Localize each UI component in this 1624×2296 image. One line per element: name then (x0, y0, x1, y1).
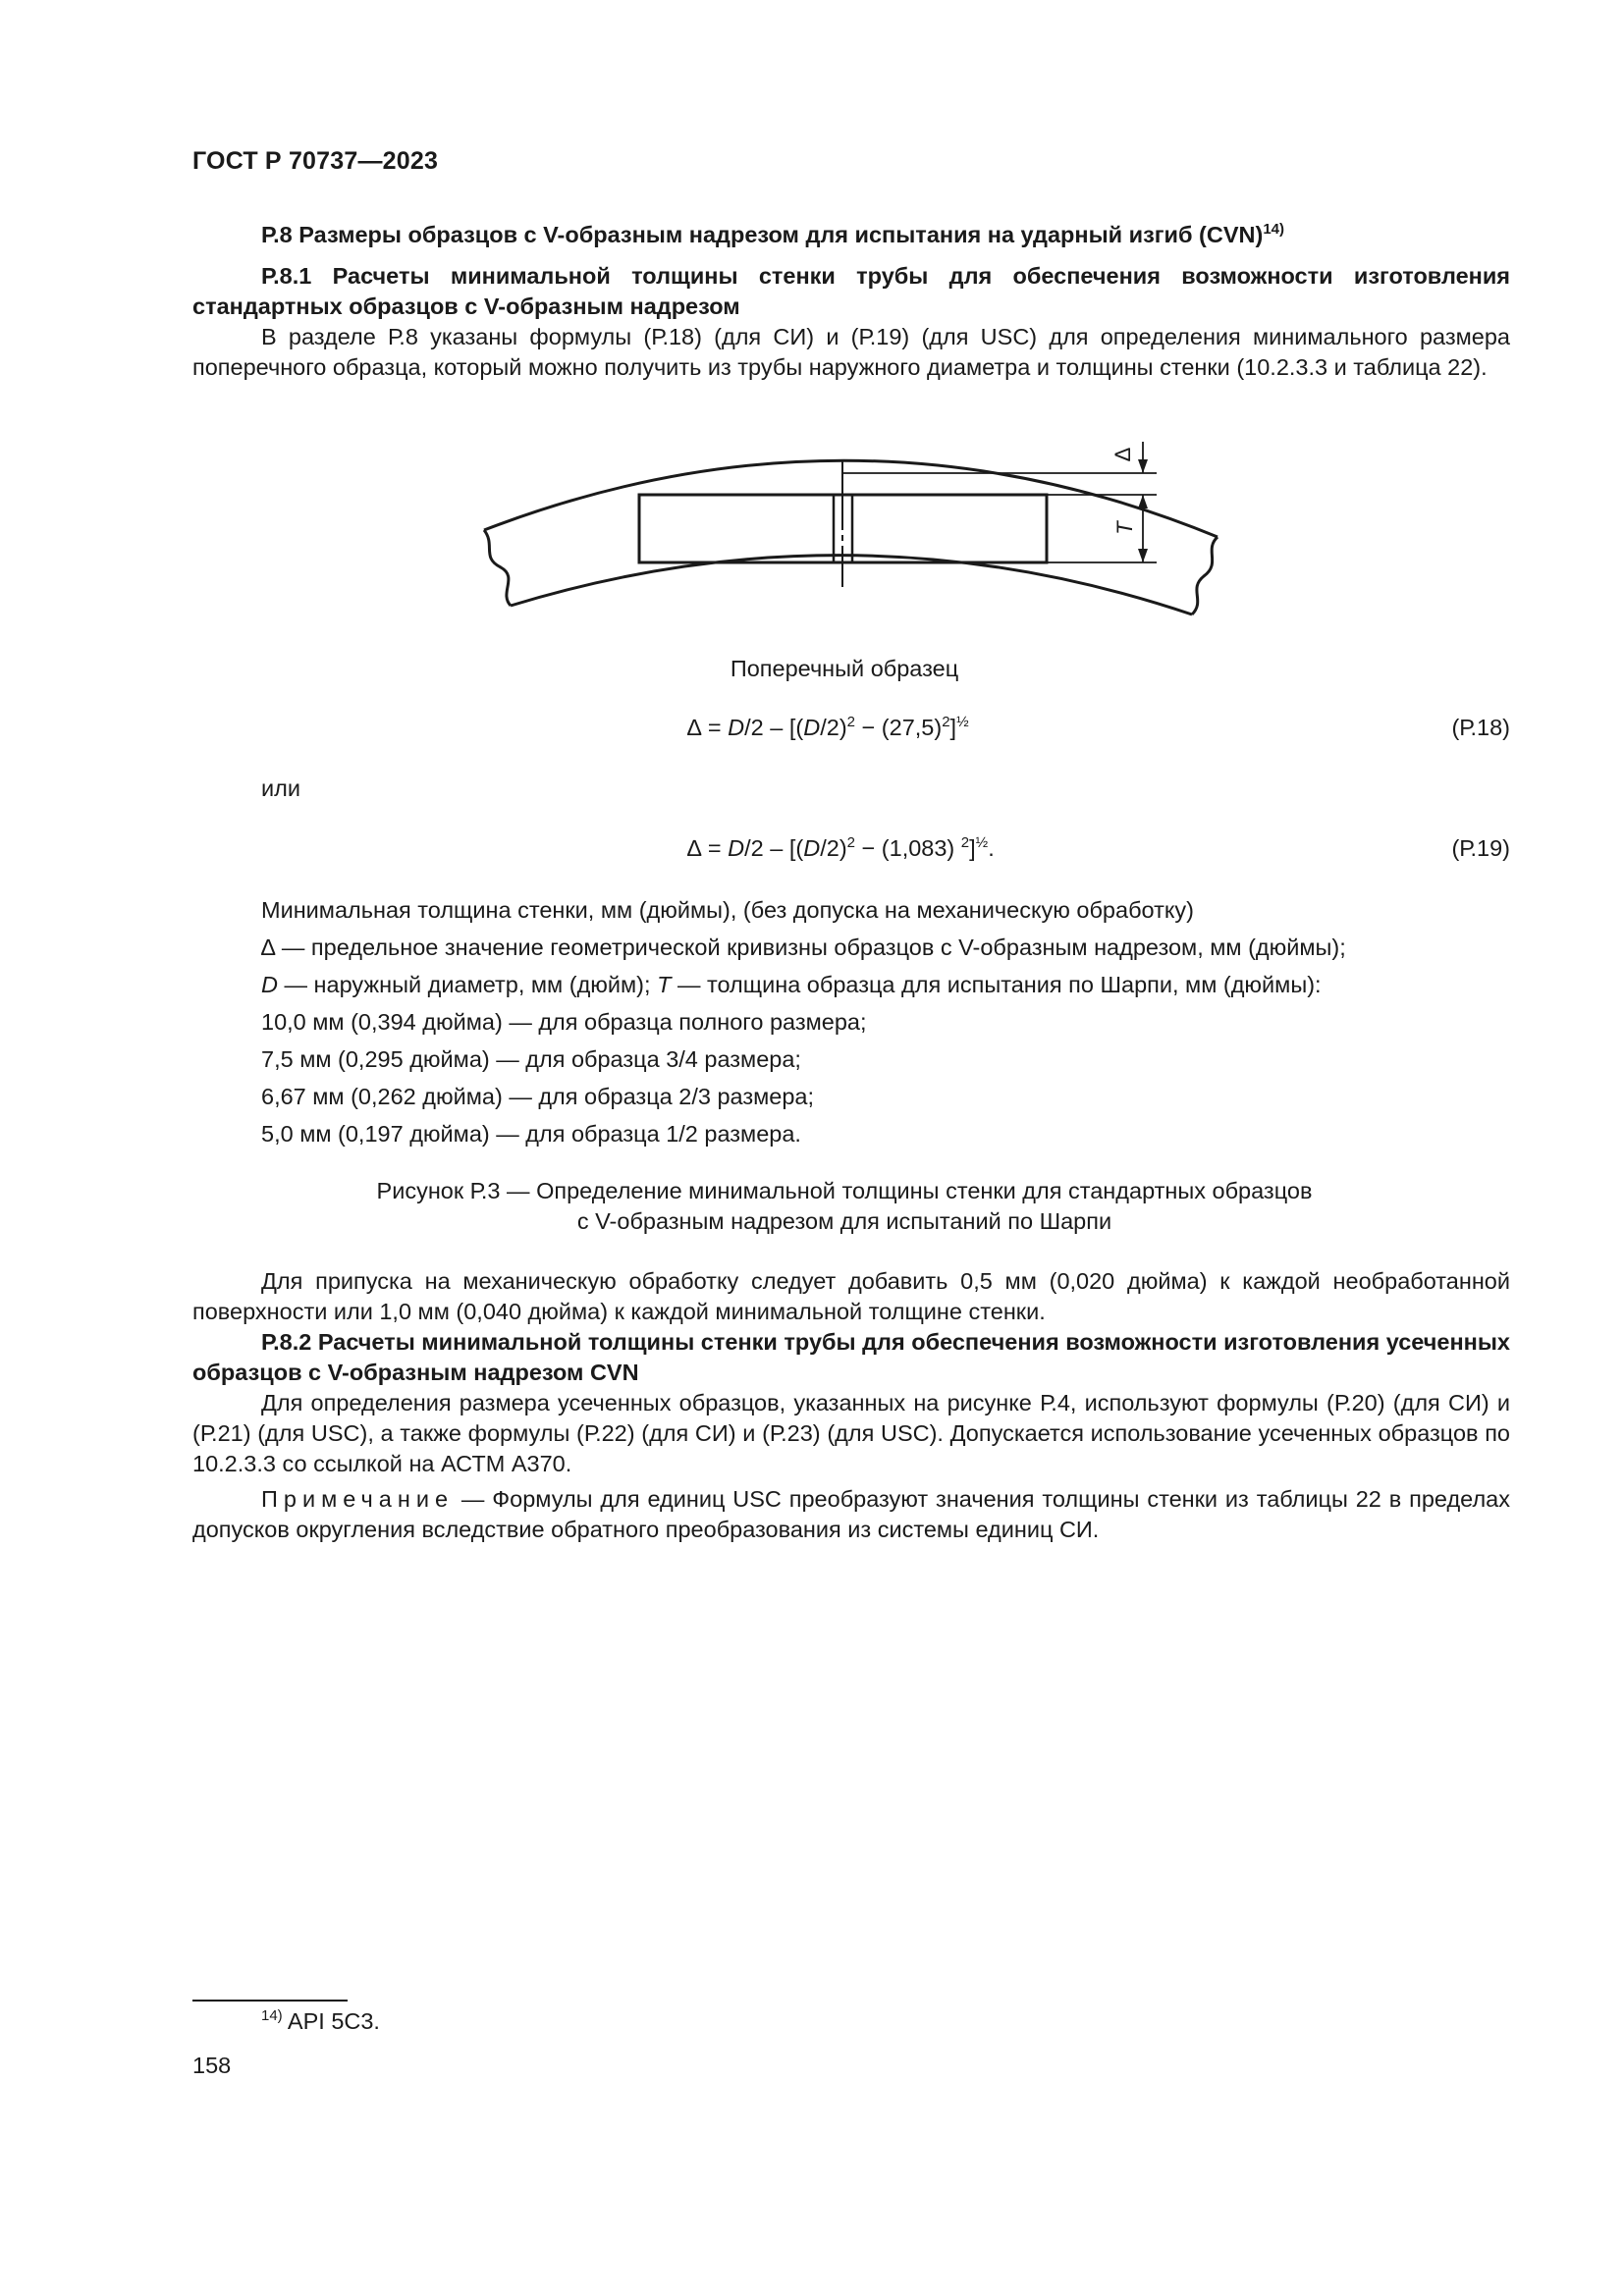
delta-arrow-down (1138, 459, 1148, 473)
figure-caption-line-2: с V-образным надрезом для испытаний по Шарпи (576, 1208, 1112, 1234)
formula-p19-exp: 2 (846, 834, 856, 852)
formula-p18-part: /2 – [( (744, 715, 804, 740)
formula-p19-exp: ½ (975, 834, 989, 852)
or-word: или (261, 775, 300, 801)
formula-p18-part: − (27,5) (855, 715, 943, 740)
footnote-ref: 14) (1263, 221, 1284, 239)
figure-subcaption: Поперечный образец (730, 656, 959, 681)
formula-p19-part: /2) (820, 835, 847, 861)
formula-p19-exp: 2 (960, 834, 970, 852)
legend-item: 5,0 мм (0,197 дюйма) — для образца 1/2 размера. (261, 1121, 801, 1147)
document-header: ГОСТ Р 70737—2023 (192, 147, 439, 175)
formula-p19-part: /2 – [( (744, 835, 804, 861)
formula-p18-exp: 2 (942, 714, 950, 731)
section-p81-body: В разделе Р.8 указаны формулы (Р.18) (для СИ) и (Р.19) (для USC) для определения минимального размера поперечного образца, который можно получить из трубы наружного диаметра и толщины стенки (10.2.3.3 и таблица 22). (192, 324, 1510, 380)
pipe-outer-arc (484, 460, 1218, 537)
pipe-left-break (484, 530, 511, 606)
legend-line-2: ∆ — предельное значение геометрической кривизны образцов с V-образным надрезом, мм (дюймы); (261, 934, 1346, 960)
legend-line-3 (261, 970, 1322, 1000)
formula-p18-part: ∆ = (687, 715, 729, 740)
legend-text: — наружный диаметр, мм (дюйм); (277, 972, 658, 997)
formula-p18-var: D (803, 715, 821, 740)
legend-item: 7,5 мм (0,295 дюйма) — для образца 3/4 размера; (261, 1046, 801, 1072)
legend-var-t: T (657, 972, 672, 997)
formula-p18-exp: 2 (846, 714, 856, 731)
legend-item: 6,67 мм (0,262 дюйма) — для образца 2/3 размера; (261, 1084, 815, 1109)
page-number: 158 (192, 2053, 232, 2078)
formula-p18-number: (Р.18) (1451, 715, 1510, 740)
t-label: T (1112, 521, 1137, 535)
formula-p18-exp: ½ (956, 714, 969, 731)
formula-p19-var: D (803, 835, 821, 861)
legend-text: — толщина образца для испытания по Шарпи, мм (дюймы): (671, 972, 1322, 997)
formula-p18-part: ] (949, 715, 957, 740)
t-arrow-up (1138, 495, 1148, 508)
figure-caption-line-1: Рисунок Р.3 — Определение минимальной толщины стенки для стандартных образцов (376, 1178, 1313, 1203)
section-p82-body: Для определения размера усеченных образцов, указанных на рисунке Р.4, используют формулы (Р.20) (для СИ) и (Р.21) (для USC), а также формулы (Р.22) (для СИ) и (Р.23) (для USC). Допускается использование усеченных образцов по 10.2.3.3 со ссылкой на АСТМ А370. (192, 1390, 1510, 1476)
delta-label: Δ (1110, 447, 1135, 462)
formula-p19-var: D (728, 835, 745, 861)
formula-p19-number: (Р.19) (1451, 835, 1510, 861)
formula-p18-part: /2) (820, 715, 847, 740)
pipe-right-break (1192, 537, 1218, 614)
section-p8-title (261, 220, 1518, 250)
legend-item: 10,0 мм (0,394 дюйма) — для образца полного размера; (261, 1009, 867, 1035)
formula-p19-part: ] (969, 835, 976, 861)
note-label: Примечание (261, 1486, 455, 1512)
section-p8-title-text: Р.8 Размеры образцов с V-образным надрезом для испытания на ударный изгиб (CVN) (261, 222, 1264, 247)
section-p82-title: Р.8.2 Расчеты минимальной толщины стенки трубы для обеспечения возможности изготовления усеченных образцов с V-образным надрезом CVN (192, 1329, 1510, 1385)
formula-p19 (687, 835, 995, 862)
formula-p19-part: ∆ = (687, 835, 729, 861)
footnote (261, 2006, 380, 2037)
pipe-inner-arc (511, 556, 1192, 614)
section-p81-title: Р.8.1 Расчеты минимальной толщины стенки трубы для обеспечения возможности изготовления стандартных образцов с V-образным надрезом (192, 263, 1510, 319)
formula-p18-var: D (728, 715, 745, 740)
footnote-marker: 14) (261, 2007, 283, 2025)
machining-paragraph: Для припуска на механическую обработку следует добавить 0,5 мм (0,020 дюйма) к каждой необработанной поверхности или 1,0 мм (0,040 дюйма) к каждой минимальной толщине стенки. (192, 1268, 1510, 1324)
specimen-figure (471, 432, 1237, 638)
note-paragraph (192, 1484, 1510, 1545)
formula-p19-part: − (1,083) (855, 835, 961, 861)
formula-p19-part: . (988, 835, 995, 861)
footnote-text: API 5C3. (282, 2008, 380, 2034)
footnote-separator (192, 2000, 348, 2002)
t-arrow-down (1138, 549, 1148, 562)
note-text: — Формулы для единиц USC преобразуют значения толщины стенки из таблицы 22 в пределах допусков округления вследствие обратного преобразования из системы единиц СИ. (192, 1486, 1510, 1542)
legend-var-d: D (261, 972, 278, 997)
formula-p18 (687, 715, 969, 741)
legend-line-1: Минимальная толщина стенки, мм (дюймы), (без допуска на механическую обработку) (261, 897, 1194, 923)
